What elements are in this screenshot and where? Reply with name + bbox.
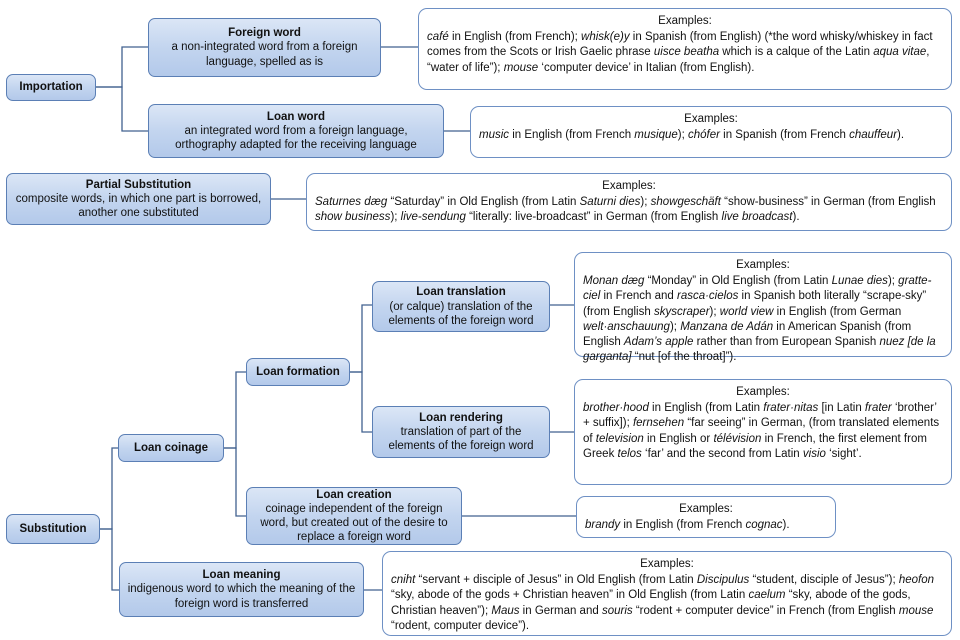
examples-foreign-word-text: café in English (from French); whisk(e)y in Spanish (from English) (*the word whisky/whiskey in fact comes from the Scots or Irish Gaelic phrase uisce beatha which is a calque of the Latin aqua vitae, “water of life”); mouse ‘computer device’ in Italian (from English).: [427, 31, 933, 74]
node-loan-word-desc: an integrated word from a foreign language, orthography adapted for the receiving language: [175, 124, 417, 151]
examples-heading: Examples:: [602, 180, 656, 192]
node-foreign-word[interactable]: [148, 18, 381, 77]
node-loan-translation-title: Loan translation: [416, 286, 506, 299]
node-loan-meaning[interactable]: [119, 562, 364, 617]
node-importation[interactable]: [6, 74, 96, 101]
node-loan-coinage-title: Loan coinage: [133, 441, 209, 454]
node-loan-formation-title: Loan formation: [256, 365, 340, 378]
node-partial-substitution-desc: composite words, in which one part is borrowed, another one substituted: [15, 193, 262, 220]
node-loan-word-title: Loan word: [266, 110, 326, 123]
node-loan-rendering-desc: translation of part of the elements of the foreign word: [388, 426, 534, 453]
node-substitution[interactable]: [6, 514, 100, 544]
examples-loan-translation: [574, 252, 952, 364]
examples-loan-creation: [576, 496, 836, 538]
node-loan-creation-desc: coinage independent of the foreign word, but created out of the desire to replace a foreign word: [260, 502, 448, 544]
examples-loan-meaning: [382, 551, 952, 636]
node-loan-meaning-title: Loan meaning: [202, 569, 281, 582]
node-loan-translation[interactable]: [372, 281, 550, 332]
examples-heading: Examples:: [679, 503, 733, 515]
node-loan-rendering[interactable]: [372, 406, 550, 458]
examples-heading: Examples:: [736, 259, 790, 271]
node-loan-formation[interactable]: [246, 358, 350, 386]
node-loan-word[interactable]: [148, 104, 444, 158]
examples-partial-substitution: [306, 173, 952, 231]
node-loan-creation-title: Loan creation: [316, 488, 392, 501]
node-loan-meaning-desc: indigenous word to which the meaning of the foreign word is transferred: [127, 583, 356, 610]
node-loan-translation-desc: (or calque) translation of the elements of the foreign word: [388, 300, 534, 327]
node-loan-creation[interactable]: [246, 487, 462, 545]
node-loan-coinage[interactable]: [118, 434, 224, 462]
examples-loan-translation-text: Monan dæg “Monday” in Old English (from Latin Lunae dies); gratte-ciel in French and rasca·cielos in Spanish both literally “scrape-sky” (from English skyscraper); world view in English (from German welt·anschauung); Manzana de Adán in American Spanish (from English Adam’s apple rather than from European Spanish nuez [de la garganta] “nut [of the throat]”).: [583, 275, 936, 364]
examples-loan-rendering: [574, 379, 952, 485]
examples-heading: Examples:: [640, 558, 694, 570]
node-foreign-word-desc: a non-integrated word from a foreign language, spelled as is: [171, 41, 358, 68]
node-foreign-word-title: Foreign word: [228, 27, 301, 40]
node-partial-substitution[interactable]: [6, 173, 271, 225]
examples-loan-creation-text: brandy in English (from French cognac).: [585, 519, 790, 532]
examples-loan-word-text: music in English (from French musique); chófer in Spanish (from French chauffeur).: [479, 129, 905, 142]
examples-heading: Examples:: [736, 386, 790, 398]
examples-loan-rendering-text: brother·hood in English (from Latin frater·nitas [in Latin frater ‘brother’ + suffix]); fernsehen “far seeing” in German, (from translated elements of television in English or télévision in French, the first element from Greek telos ‘far’ and the second from Latin visio ‘sight’.: [583, 402, 940, 460]
examples-loan-meaning-text: cniht “servant + disciple of Jesus” in Old English (from Latin Discipulus “student, disciple of Jesus”); heofon “sky, abode of the gods + Christian heaven” in Old English (from Latin caelum “sky, abode of the gods, Christian heaven”); Maus in German and souris “rodent + computer device” in French (from English mouse “rodent, computer device”).: [391, 574, 935, 632]
examples-heading: Examples:: [658, 15, 712, 27]
node-loan-rendering-title: Loan rendering: [419, 411, 503, 424]
examples-heading: Examples:: [684, 113, 738, 125]
examples-loan-word: [470, 106, 952, 158]
node-importation-title: Importation: [19, 81, 83, 94]
examples-partial-substitution-text: Saturnes dæg “Saturday” in Old English (from Latin Saturni dies); showgeschäft “show-business” in German (from English show business); live-sendung “literally: live-broadcast” in German (from English live broadcast).: [315, 196, 936, 224]
examples-foreign-word: [418, 8, 952, 90]
node-partial-substitution-title: Partial Substitution: [85, 178, 192, 191]
node-substitution-title: Substitution: [19, 522, 87, 535]
